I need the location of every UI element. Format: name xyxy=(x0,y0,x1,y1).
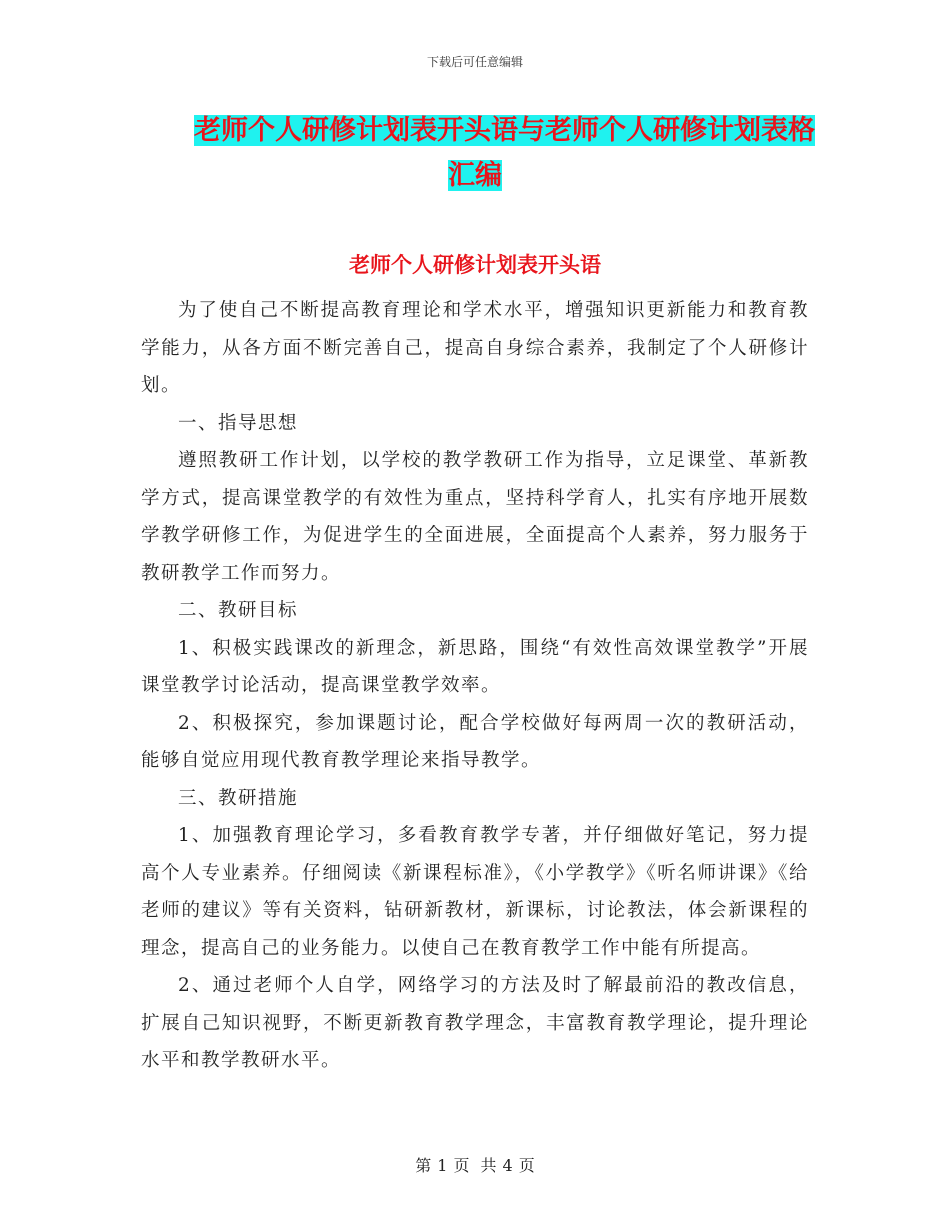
section-title: 老师个人研修计划表开头语 xyxy=(349,253,601,277)
document-body xyxy=(141,292,809,1080)
paragraph-measure-1: 1、加强教育理论学习，多看教育教学专著，并仔细做好笔记，努力提高个人专业素养。仔细阅读《新课程标准》，《小学教学》《听名师讲课》《给老师的建议》等有关资料，钻研新教材，新课标，讨论教法，体会新课程的理念，提高自己的业务能力。以使自己在教育教学工作中能有所提高。 xyxy=(141,825,809,959)
footer-prefix: 第 xyxy=(415,1156,432,1175)
footer-total-pages: 4 xyxy=(502,1156,513,1175)
title-line-2: 汇编 xyxy=(448,160,502,191)
paragraph-measure-2: 2、通过老师个人自学，网络学习的方法及时了解最前沿的教改信息，扩展自己知识视野，不断更新教育教学理念，丰富教育教学理论，提升理论水平和教学教研水平。 xyxy=(141,975,809,1071)
footer-page-number: 1 xyxy=(437,1156,448,1175)
heading-research-measures: 三、教研措施 xyxy=(178,787,299,809)
page-footer xyxy=(0,1153,950,1176)
paragraph-guiding-thought: 遵照教研工作计划，以学校的教学教研工作为指导，立足课堂、革新教学方式，提高课堂教学的有效性为重点，坚持科学育人，扎实有序地开展数学教学研修工作，为促进学生的全面进展，全面提高个人素养，努力服务于教研教学工作而努力。 xyxy=(141,450,809,584)
heading-guiding-thought: 一、指导思想 xyxy=(178,412,299,434)
paragraph-goal-2: 2、积极探究，参加课题讨论，配合学校做好每两周一次的教研活动，能够自觉应用现代教育教学理论来指导教学。 xyxy=(141,712,809,771)
paragraph-intro: 为了使自己不断提高教育理论和学术水平，增强知识更新能力和教育教学能力，从各方面不断完善自己，提高自身综合素养，我制定了个人研修计划。 xyxy=(141,300,809,396)
header-note: 下载后可任意编辑 xyxy=(426,55,523,69)
paragraph-goal-1: 1、积极实践课改的新理念，新思路，围绕“有效性高效课堂教学”开展课堂教学讨论活动，提高课堂教学效率。 xyxy=(141,637,809,696)
footer-middle: 页 共 xyxy=(453,1156,497,1175)
heading-research-goals: 二、教研目标 xyxy=(178,600,299,621)
footer-suffix: 页 xyxy=(518,1156,535,1175)
title-line-1: 老师个人研修计划表开头语与老师个人研修计划表格 xyxy=(194,115,815,146)
